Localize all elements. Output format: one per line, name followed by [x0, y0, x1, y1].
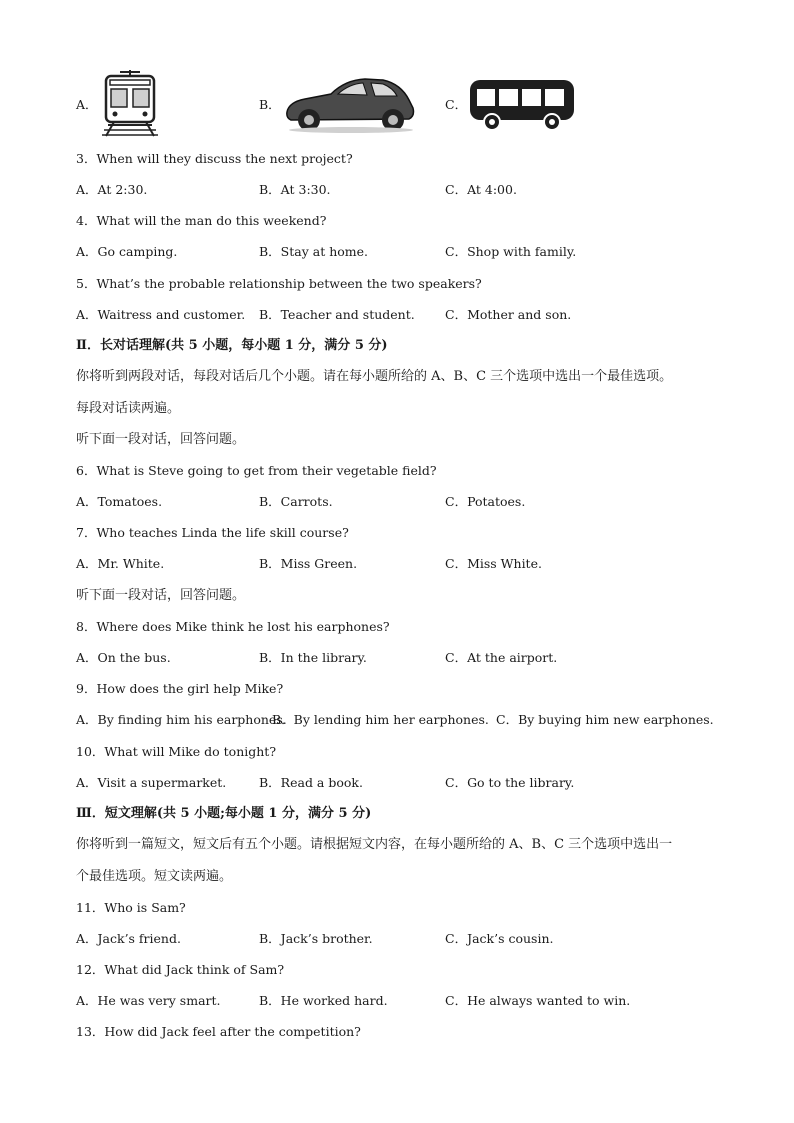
question-10-stem: 10．What will Mike do tonight?: [76, 744, 277, 759]
question-7-stem: 7．Who teaches Linda the life skill course?: [76, 525, 349, 540]
question-11-option-c[interactable]: C．Jack’s cousin.: [445, 931, 554, 946]
section-2-heading: Ⅱ．长对话理解(共 5 小题，每小题 1 分，满分 5 分): [76, 338, 388, 353]
listen-dialogue-1: 听下面一段对话，回答问题。: [76, 432, 246, 447]
picture-option-a-label: A．: [76, 97, 98, 112]
bus-icon: [468, 76, 578, 132]
question-6-option-c[interactable]: C．Potatoes.: [445, 494, 526, 509]
question-10-option-a[interactable]: A．Visit a supermarket.: [76, 775, 227, 790]
picture-option-b-label: B．: [259, 97, 281, 112]
question-5-stem: 5．What’s the probable relationship between the two speakers?: [76, 276, 482, 291]
question-13-stem: 13．How did Jack feel after the competition?: [76, 1024, 361, 1039]
section-2-instructions-cont: 每段对话读两遍。: [76, 401, 181, 416]
question-7-option-c[interactable]: C．Miss White.: [445, 556, 542, 571]
question-6-stem: 6．What is Steve going to get from their vegetable field?: [76, 463, 437, 478]
question-11-option-b[interactable]: B．Jack’s brother.: [259, 931, 373, 946]
question-12-stem: 12．What did Jack think of Sam?: [76, 962, 285, 977]
question-5-option-a[interactable]: A．Waitress and customer.: [76, 307, 246, 322]
question-3-option-b[interactable]: B．At 3:30.: [259, 182, 331, 197]
picture-option-c-label: C．: [445, 97, 468, 112]
question-8-option-c[interactable]: C．At the airport.: [445, 650, 558, 665]
question-6-option-a[interactable]: A．Tomatoes.: [76, 494, 163, 509]
question-4-option-a[interactable]: A．Go camping.: [76, 244, 178, 259]
question-3-option-a[interactable]: A．At 2:30.: [76, 182, 148, 197]
question-3-stem: 3．When will they discuss the next project?: [76, 151, 353, 166]
question-5-option-b[interactable]: B．Teacher and student.: [259, 307, 415, 322]
section-2-instructions: 你将听到两段对话，每段对话后几个小题。请在每小题所给的 A、B、C 三个选项中选出一个最佳选项。: [76, 369, 673, 384]
question-4-stem: 4．What will the man do this weekend?: [76, 213, 327, 228]
question-12-option-c[interactable]: C．He always wanted to win.: [445, 993, 631, 1008]
question-5-option-c[interactable]: C．Mother and son.: [445, 307, 572, 322]
question-9-option-c[interactable]: C．By buying him new earphones.: [496, 712, 714, 727]
question-6-option-b[interactable]: B．Carrots.: [259, 494, 333, 509]
question-9-stem: 9．How does the girl help Mike?: [76, 681, 284, 696]
question-4-option-b[interactable]: B．Stay at home.: [259, 244, 369, 259]
question-9-option-a[interactable]: A．By finding him his earphones.: [76, 712, 287, 727]
question-12-option-a[interactable]: A．He was very smart.: [76, 993, 221, 1008]
section-3-instructions-cont: 个最佳选项。短文读两遍。: [76, 869, 233, 884]
question-8-option-a[interactable]: A．On the bus.: [76, 650, 171, 665]
question-3-option-c[interactable]: C．At 4:00.: [445, 182, 517, 197]
car-icon: [283, 72, 418, 134]
question-7-option-b[interactable]: B．Miss Green.: [259, 556, 358, 571]
section-3-instructions: 你将听到一篇短文，短文后有五个小题。请根据短文内容，在每小题所给的 A、B、C 三个选项中选出一: [76, 837, 673, 852]
listen-dialogue-2: 听下面一段对话，回答问题。: [76, 588, 246, 603]
tram-icon: [100, 70, 160, 138]
question-8-option-b[interactable]: B．In the library.: [259, 650, 367, 665]
question-10-option-b[interactable]: B．Read a book.: [259, 775, 363, 790]
question-8-stem: 8．Where does Mike think he lost his earphones?: [76, 619, 390, 634]
question-12-option-b[interactable]: B．He worked hard.: [259, 993, 388, 1008]
question-10-option-c[interactable]: C．Go to the library.: [445, 775, 575, 790]
question-7-option-a[interactable]: A．Mr. White.: [76, 556, 165, 571]
question-11-option-a[interactable]: A．Jack’s friend.: [76, 931, 181, 946]
question-11-stem: 11．Who is Sam?: [76, 900, 186, 915]
section-3-heading: Ⅲ．短文理解(共 5 小题;每小题 1 分，满分 5 分): [76, 806, 372, 821]
question-4-option-c[interactable]: C．Shop with family.: [445, 244, 577, 259]
question-9-option-b[interactable]: B．By lending him her earphones.: [272, 712, 489, 727]
